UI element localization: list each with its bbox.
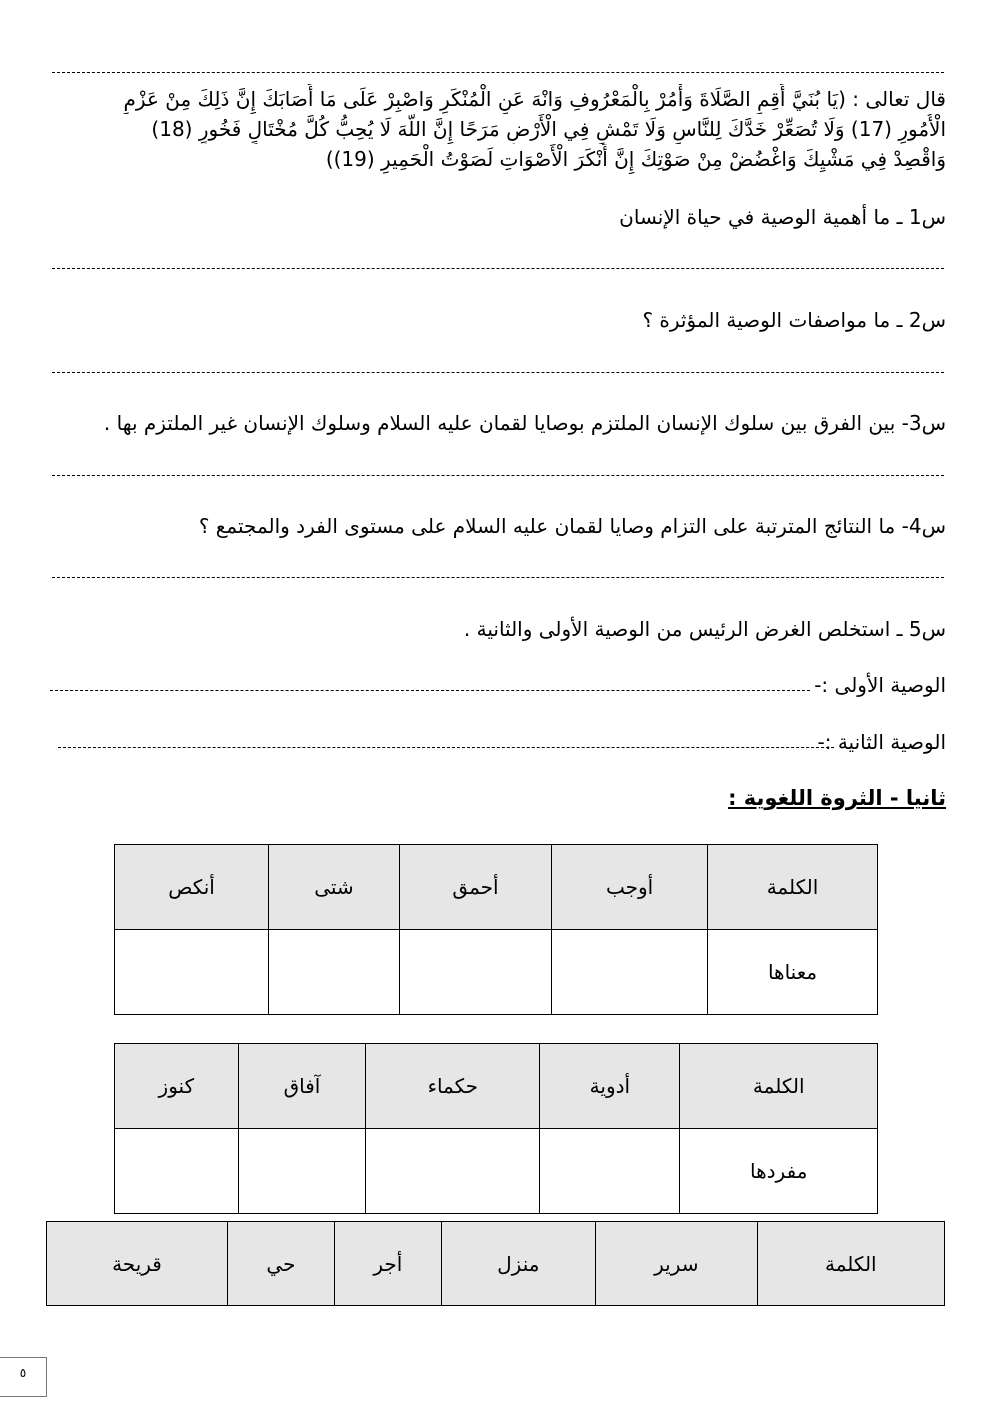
table3-word: قريحة xyxy=(47,1222,228,1306)
answer-line-4[interactable] xyxy=(52,577,944,578)
table3-header-word: الكلمة xyxy=(757,1222,944,1306)
question-1: س1 ـ ما أهمية الوصية في حياة الإنسان xyxy=(619,205,946,229)
table2-word: كنوز xyxy=(115,1044,239,1129)
vocab-table-meanings xyxy=(114,844,878,1015)
question-3: س3- بين الفرق بين سلوك الإنسان الملتزم بوصايا لقمان عليه السلام وسلوك الإنسان غير الملتزم بها . xyxy=(103,411,946,435)
vocab-table-singulars xyxy=(114,1043,878,1214)
table3-word: سرير xyxy=(595,1222,757,1306)
table2-word: آفاق xyxy=(238,1044,366,1129)
table3-word: أجر xyxy=(334,1222,441,1306)
table1-word: أنكص xyxy=(115,845,269,930)
quran-line-2: الْأُمُورِ (17) وَلَا تُصَعِّرْ خَدَّكَ لِلنَّاسِ وَلَا تَمْشِ فِي الْأَرْضِ مَرَحًا إِنَّ اللَّهَ لَا يُحِبُّ كُلَّ مُخْتَالٍ فَخُورٍ (18) xyxy=(151,117,946,141)
second-will-label: الوصية الثانية :- xyxy=(817,730,946,754)
table2-answer-cell[interactable] xyxy=(238,1129,366,1214)
table1-answer-cell[interactable] xyxy=(552,930,708,1015)
quran-line-1: قال تعالى : (يَا بُنَيَّ أَقِمِ الصَّلَاةَ وَأْمُرْ بِالْمَعْرُوفِ وَانْهَ عَنِ الْمُنْكَرِ وَاصْبِرْ عَلَى مَا أَصَابَكَ إِنَّ ذَلِكَ مِنْ عَزْمِ xyxy=(123,87,946,111)
section-heading: ثانيا - الثروة اللغوية : xyxy=(728,786,946,810)
page-number: ٥ xyxy=(0,1357,47,1397)
top-rule xyxy=(52,72,944,73)
table2-answer-cell[interactable] xyxy=(540,1129,680,1214)
table1-answer-cell[interactable] xyxy=(115,930,269,1015)
table1-word: أوجب xyxy=(552,845,708,930)
question-2: س2 ـ ما مواصفات الوصية المؤثرة ؟ xyxy=(642,308,946,332)
table3-word: حي xyxy=(227,1222,334,1306)
answer-line-2[interactable] xyxy=(52,372,944,373)
table1-header-word: الكلمة xyxy=(708,845,878,930)
answer-line-3[interactable] xyxy=(52,475,944,476)
answer-line-1[interactable] xyxy=(52,268,944,269)
table2-answer-cell[interactable] xyxy=(366,1129,540,1214)
table2-row-label: مفردها xyxy=(680,1129,878,1214)
table1-word: أحمق xyxy=(399,845,551,930)
question-4: س4- ما النتائج المترتبة على التزام وصايا لقمان عليه السلام على مستوى الفرد والمجتمع ؟ xyxy=(198,514,946,538)
table1-row-label: معناها xyxy=(708,930,878,1015)
table1-answer-cell[interactable] xyxy=(399,930,551,1015)
table2-word: أدوية xyxy=(540,1044,680,1129)
quran-line-3: وَاقْصِدْ فِي مَشْيِكَ وَاغْضُضْ مِنْ صَوْتِكَ إِنَّ أَنْكَرَ الْأَصْوَاتِ لَصَوْتُ الْحَمِيرِ (19)) xyxy=(325,147,946,171)
first-will-label: الوصية الأولى :- xyxy=(814,673,946,697)
question-5: س5 ـ استخلص الغرض الرئيس من الوصية الأولى والثانية . xyxy=(463,617,946,641)
table2-answer-cell[interactable] xyxy=(115,1129,239,1214)
table1-answer-cell[interactable] xyxy=(269,930,400,1015)
table2-header-word: الكلمة xyxy=(680,1044,878,1129)
quran-passage xyxy=(75,84,946,174)
table1-word: شتى xyxy=(269,845,400,930)
second-will-answer-line[interactable] xyxy=(58,747,834,748)
vocab-table-plurals xyxy=(46,1221,945,1306)
table3-word: منزل xyxy=(441,1222,595,1306)
first-will-answer-line[interactable] xyxy=(50,690,810,691)
table2-word: حكماء xyxy=(366,1044,540,1129)
